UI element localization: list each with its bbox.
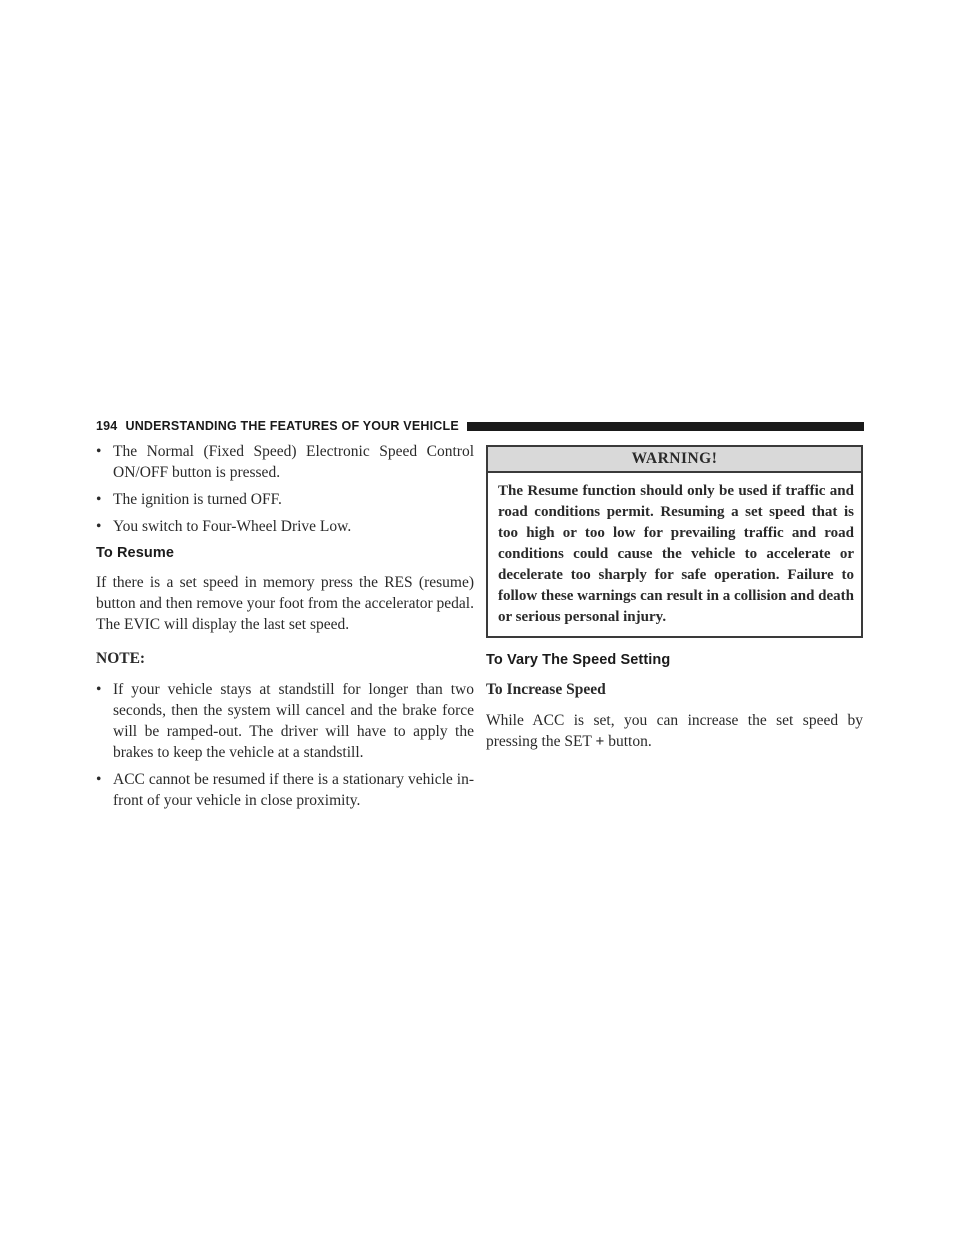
warning-box xyxy=(486,445,863,638)
list-item xyxy=(96,516,474,537)
resume-heading: To Resume xyxy=(96,545,174,561)
list-item-text: If your vehicle stays at standstill for longer than two seconds, then the system will cancel and the brake force will be ramped-out. The driver will have to apply the brakes to keep the vehicle at a standstill. xyxy=(113,681,474,761)
list-item-text: The ignition is turned OFF. xyxy=(113,491,282,508)
bullet-glyph: • xyxy=(96,771,102,788)
right-column xyxy=(486,445,863,761)
vary-speed-heading: To Vary The Speed Setting xyxy=(486,652,671,668)
section-title: UNDERSTANDING THE FEATURES OF YOUR VEHICLE xyxy=(125,419,459,433)
plus-symbol: + xyxy=(595,733,605,750)
left-column xyxy=(96,441,474,817)
increase-speed-paragraph xyxy=(486,710,863,752)
list-item-text: ACC cannot be resumed if there is a stationary vehicle in-front of your vehicle in close proximity. xyxy=(113,771,474,809)
bullet-glyph: • xyxy=(96,681,102,698)
bullet-glyph: • xyxy=(96,518,102,535)
increase-text-b: button. xyxy=(604,733,652,750)
list-item-text: The Normal (Fixed Speed) Electronic Speed Control ON/OFF button is pressed. xyxy=(113,443,474,481)
bullet-glyph: • xyxy=(96,491,102,508)
resume-paragraph: If there is a set speed in memory press the RES (resume) button and then remove your foot from the accelerator pedal. The EVIC will display the last set speed. xyxy=(96,574,474,633)
page-number: 194 xyxy=(96,419,118,433)
list-item xyxy=(96,441,474,483)
list-item xyxy=(96,769,474,811)
warning-title: WARNING! xyxy=(488,447,861,473)
list-item xyxy=(96,489,474,510)
list-item xyxy=(96,679,474,763)
list-item-text: You switch to Four-Wheel Drive Low. xyxy=(113,518,352,535)
increase-speed-heading: To Increase Speed xyxy=(486,681,606,698)
warning-text: The Resume function should only be used if traffic and road conditions permit. Resuming a set speed that is too high or too low for prevailing traffic and road conditions could cause the vehicle to accelerate or decelerate too sharply for safe operation. Failure to follow these warnings can result in a collision and death or serious personal injury. xyxy=(498,483,855,625)
header-rule xyxy=(467,422,864,431)
increase-text-a: While ACC is set, you can increase the set speed by pressing the SET xyxy=(486,712,863,750)
note-label: NOTE: xyxy=(96,650,146,667)
bullet-glyph: • xyxy=(96,443,102,460)
page-header xyxy=(96,418,864,434)
